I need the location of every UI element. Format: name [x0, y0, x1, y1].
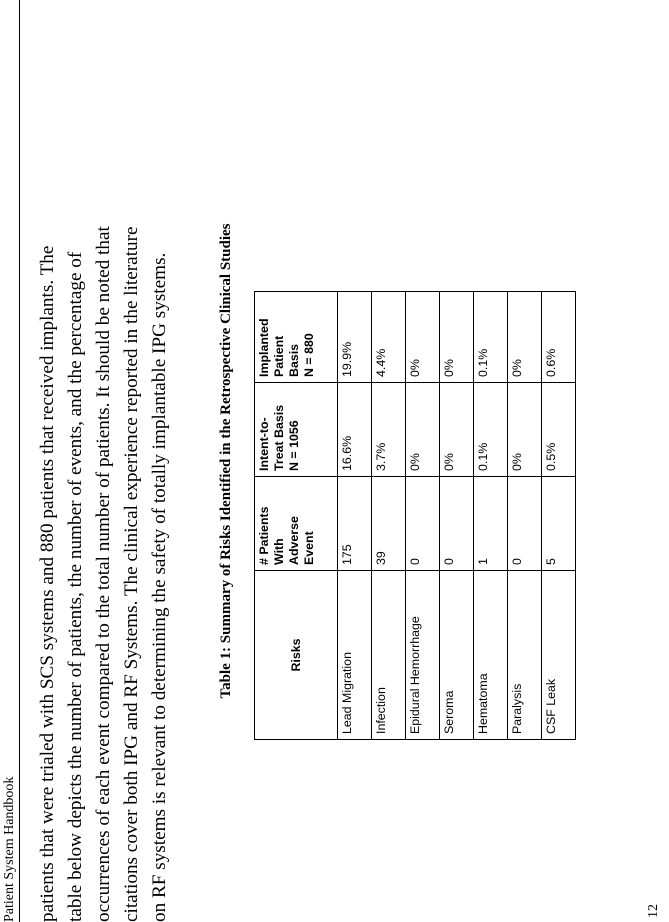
paragraph-line: on RF systems is relevant to determining the safety of totally implantable IPG systems. [149, 252, 171, 922]
table-row [474, 292, 508, 740]
header-cell-patients-with-event: # Patients With Adverse Event [255, 477, 338, 571]
cell-implanted-percent: 0.6% [542, 292, 576, 383]
cell-risk: Hematoma [474, 571, 508, 740]
cell-risk: Paralysis [508, 571, 542, 740]
cell-count: 0 [508, 477, 542, 571]
table-row [338, 292, 372, 740]
cell-count: 0 [440, 477, 474, 571]
cell-risk: Lead Migration [338, 571, 372, 740]
header-cell-intent-to-treat: Intent-to- Treat Basis N = 1056 [255, 383, 338, 477]
cell-implanted-percent: 19.9% [338, 292, 372, 383]
header-cell-risks: Risks [255, 571, 338, 740]
cell-implanted-percent: 0% [508, 292, 542, 383]
running-header [0, 0, 30, 922]
cell-implanted-percent: 0% [406, 292, 440, 383]
table-caption: Table 1: Summary of Risks Identified in the Retrospective Clinical Studies [218, 223, 234, 699]
cell-itt-percent: 0% [440, 383, 474, 477]
cell-risk: Infection [372, 571, 406, 740]
paragraph-line: occurrences of each event compared to the total number of patients. It should be noted that [93, 226, 115, 922]
cell-implanted-percent: 0% [440, 292, 474, 383]
cell-implanted-percent: 4.4% [372, 292, 406, 383]
cell-count: 0 [406, 477, 440, 571]
header-divider [19, 0, 20, 922]
cell-risk: Epidural Hemorrhage [406, 571, 440, 740]
cell-itt-percent: 0% [406, 383, 440, 477]
cell-risk: CSF Leak [542, 571, 576, 740]
table-header-row [255, 292, 338, 740]
cell-implanted-percent: 0.1% [474, 292, 508, 383]
page-number: 12 [646, 904, 661, 918]
cell-count: 175 [338, 477, 372, 571]
table-row [440, 292, 474, 740]
cell-count: 1 [474, 477, 508, 571]
paragraph-line: patients that were trialed with SCS systems and 880 patients that received implants. The [37, 245, 58, 922]
table-row [508, 292, 542, 740]
cell-risk: Seroma [440, 571, 474, 740]
body-paragraph [34, 12, 174, 922]
risks-table [254, 291, 576, 740]
cell-count: 5 [542, 477, 576, 571]
cell-count: 39 [372, 477, 406, 571]
paragraph-line: citations cover both IPG and RF Systems. The clinical experience reported in the literature [121, 226, 143, 922]
paragraph-line: table below depicts the number of patients, the number of events, and the percentage of [65, 251, 87, 922]
table-row [406, 292, 440, 740]
header-cell-implanted-basis: Implanted Patient Basis N = 880 [255, 292, 338, 383]
table-row [542, 292, 576, 740]
cell-itt-percent: 0.5% [542, 383, 576, 477]
cell-itt-percent: 0.1% [474, 383, 508, 477]
cell-itt-percent: 3.7% [372, 383, 406, 477]
header-title: Patient System Handbook [2, 776, 17, 922]
table-row [372, 292, 406, 740]
cell-itt-percent: 0% [508, 383, 542, 477]
cell-itt-percent: 16.6% [338, 383, 372, 477]
